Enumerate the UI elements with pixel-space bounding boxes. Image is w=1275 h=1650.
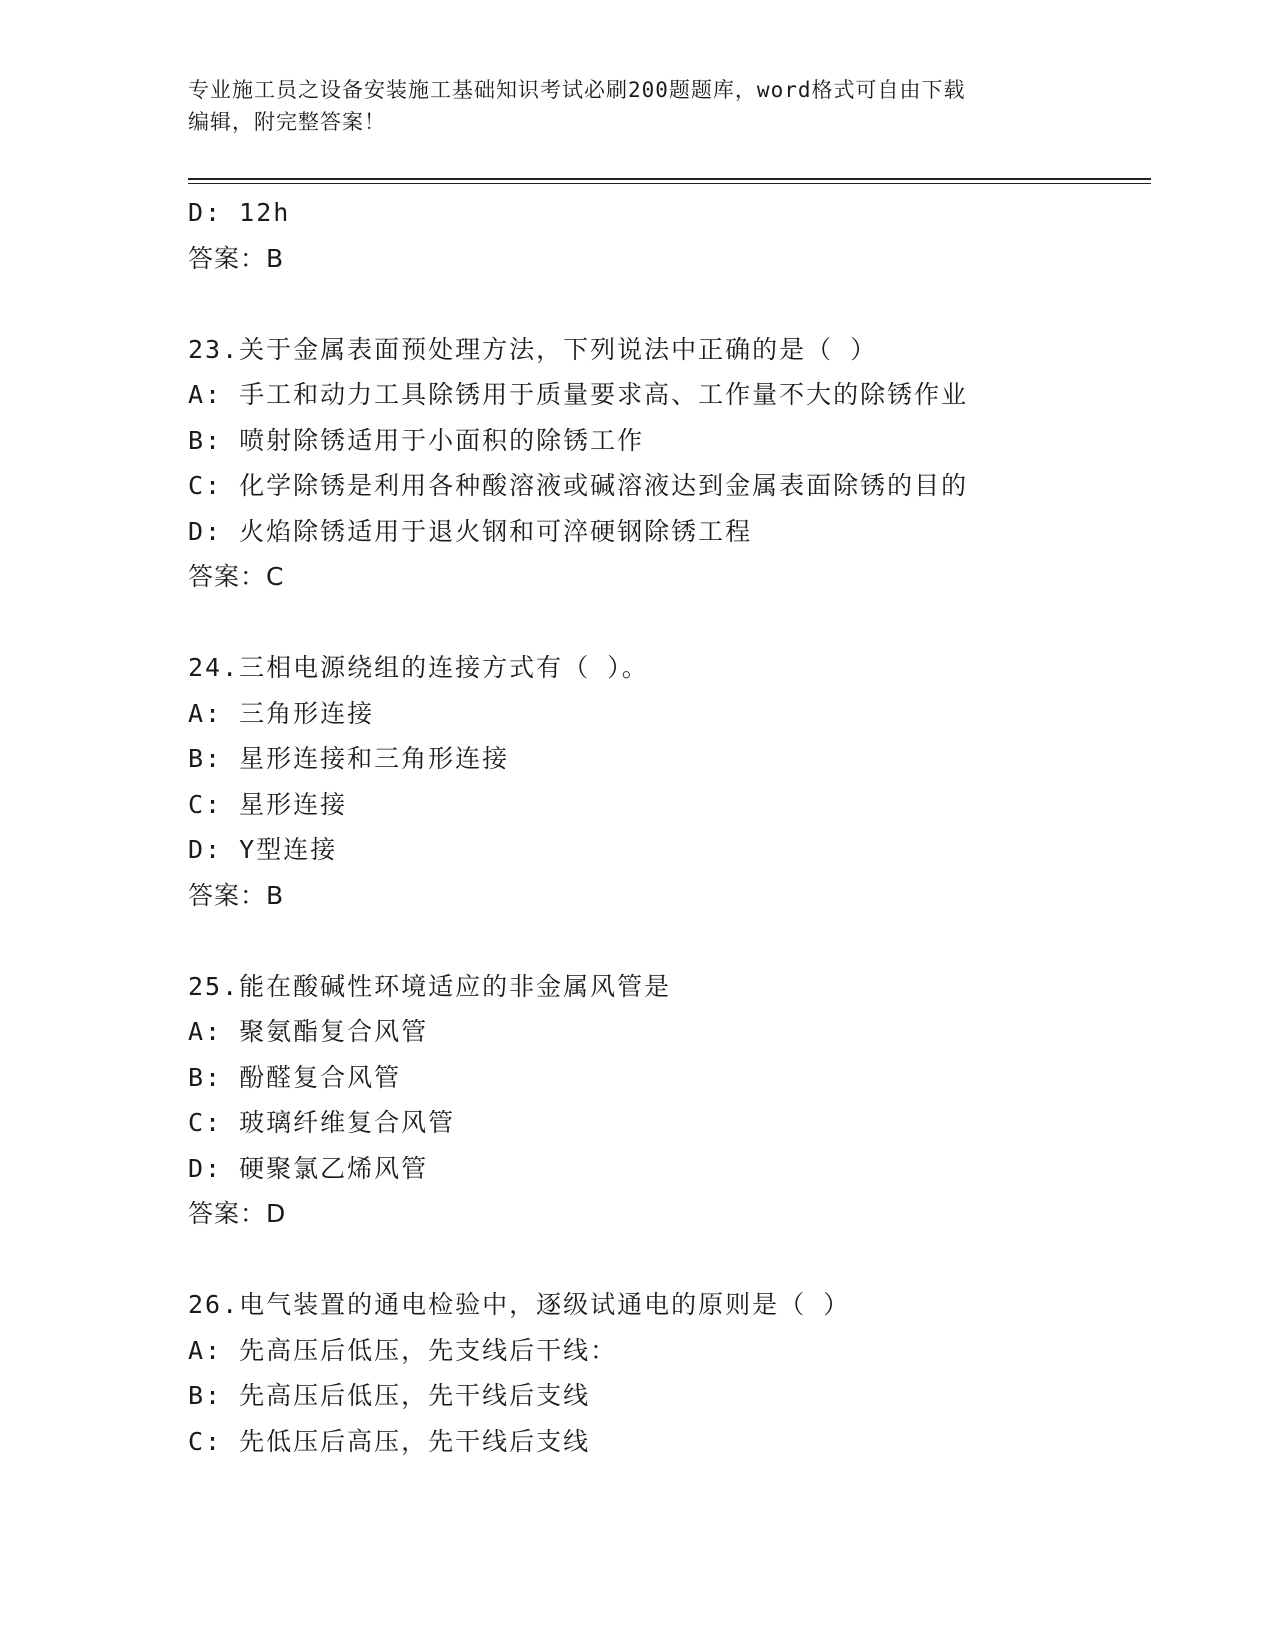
option-d: D: 火焰除锈适用于退火钢和可淬硬钢除锈工程 [188, 516, 753, 546]
option-b: B: 喷射除锈适用于小面积的除锈工作 [188, 425, 645, 455]
option-c: C: 玻璃纤维复合风管 [188, 1108, 456, 1137]
option-d: D: Y型连接 [188, 835, 338, 864]
option-c: C: 星形连接 [188, 789, 348, 819]
option-a: A: 先高压后低压，先支线后干线： [188, 1335, 618, 1365]
option-c: C: 化学除锈是利用各种酸溶液或碱溶液达到金属表面除锈的目的 [188, 471, 969, 500]
option-b: B: 先高压后低压，先干线后支线 [188, 1381, 591, 1410]
answer: 答案：B [188, 880, 285, 910]
question-spacer [188, 600, 1148, 646]
question-stem: 23.关于金属表面预处理方法，下列说法中正确的是（ ） [188, 334, 878, 364]
option-a: A: 手工和动力工具除锈用于质量要求高、工作量不大的除锈作业 [188, 380, 969, 409]
header-title-line-1: 专业施工员之设备安装施工基础知识考试必刷200题题库，word格式可自由下载 [188, 78, 966, 102]
question-stem: 26.电气装置的通电检验中，逐级试通电的原则是（ ） [188, 1290, 851, 1319]
page-header [188, 74, 1088, 138]
question-23 [188, 327, 1148, 600]
question-24 [188, 645, 1148, 918]
header-rule-thin [188, 183, 1151, 184]
option-a: A: 三角形连接 [188, 698, 375, 728]
option-b: B: 星形连接和三角形连接 [188, 744, 510, 773]
answer: 答案：C [188, 562, 285, 591]
question-spacer [188, 918, 1148, 964]
option-a: A: 聚氨酯复合风管 [188, 1017, 429, 1046]
header-title-line-2: 编辑，附完整答案！ [188, 110, 386, 134]
question-stem: 25.能在酸碱性环境适应的非金属风管是 [188, 971, 672, 1001]
option-b: B: 酚醛复合风管 [188, 1062, 402, 1092]
question-25 [188, 964, 1148, 1237]
question-stem: 24.三相电源绕组的连接方式有（ ）。 [188, 653, 649, 682]
question-spacer [188, 1237, 1148, 1283]
question-22-option-d: D: 12h [188, 198, 291, 227]
question-spacer [188, 281, 1148, 327]
answer: 答案：D [188, 1199, 287, 1228]
question-26 [188, 1282, 1148, 1464]
question-list [188, 190, 1148, 1464]
option-d: D: 硬聚氯乙烯风管 [188, 1153, 429, 1183]
question-22-answer: 答案：B [188, 243, 285, 273]
header-rule-thick [188, 178, 1151, 180]
option-c: C: 先低压后高压，先干线后支线 [188, 1426, 591, 1456]
